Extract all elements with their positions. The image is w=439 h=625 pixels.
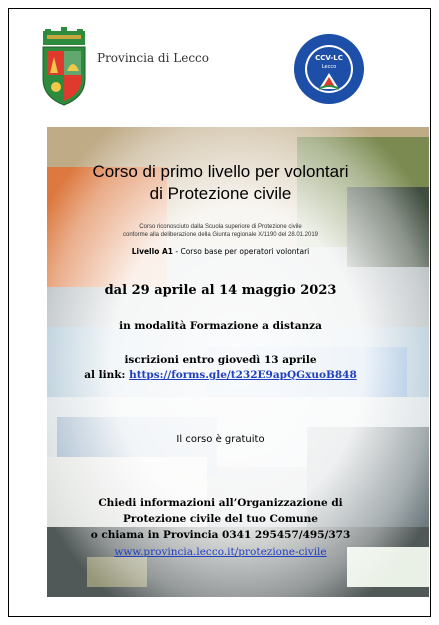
course-title-line2: di Protezione civile (149, 184, 292, 203)
info-line3: o chiama in Provincia 0341 295457/495/373 (90, 529, 351, 541)
provincia-lecco-crest-icon (37, 27, 91, 107)
ccv-city-text: Lecco (321, 64, 337, 70)
website-link[interactable]: www.provincia.lecco.it/protezione-civile (114, 546, 327, 558)
course-title (9, 161, 431, 205)
course-free-note: Il corso è gratuito (176, 434, 265, 445)
info-line1: Chiedi informazioni all’Organizzazione di (98, 497, 343, 509)
recognition-line1: Corso riconosciuto dalla Scuola superiore di Protezione civile (139, 224, 302, 230)
province-name: Provincia di Lecco (97, 51, 209, 65)
link-prefix: al link: (84, 369, 130, 381)
course-title-line1: Corso di primo livello per volontari (92, 162, 349, 181)
course-level (9, 247, 431, 256)
registration-deadline: iscrizioni entro giovedì 13 aprile (124, 354, 317, 366)
course-mode: in modalità Formazione a distanza (119, 320, 322, 332)
registration-link[interactable]: https://forms.gle/t232E9apQGxuoB848 (129, 369, 357, 381)
recognition-line2: conforme alla deliberazione della Giunta regionale X/1190 del 28.01.2019 (122, 232, 319, 238)
ccv-code-text: CCV-LC (315, 54, 343, 62)
ccv-lc-logo-icon (293, 33, 365, 105)
level-bold: Livello A1 (131, 247, 173, 256)
course-dates: dal 29 aprile al 14 maggio 2023 (104, 283, 337, 298)
registration-link-line (9, 369, 431, 381)
info-line2: Protezione civile del tuo Comune (123, 513, 318, 525)
level-description: - Corso base per operatori volontari (173, 247, 310, 256)
flyer-page (8, 8, 431, 617)
